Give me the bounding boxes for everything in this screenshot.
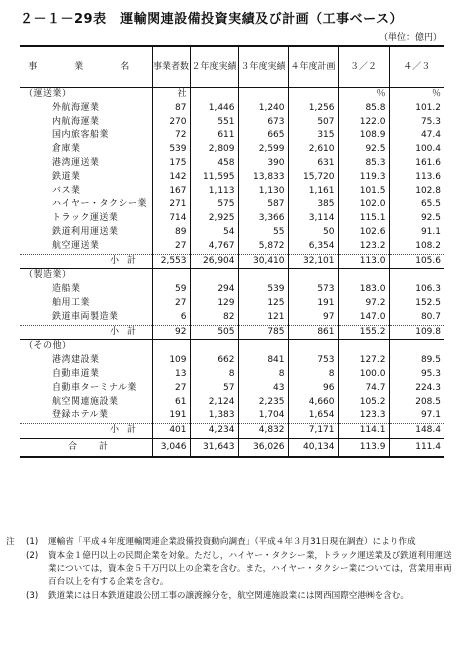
unit-fy2-actual (190, 88, 238, 102)
row-label: 鉄道業 (52, 171, 81, 182)
cell-ratio-3-2: 113.0 (338, 254, 389, 269)
cell-company-count: 92 (152, 325, 190, 340)
table-row (20, 226, 444, 240)
cell-ratio-4-3: 152.5 (389, 297, 444, 311)
cell-ratio-3-2: 85.3 (338, 157, 389, 171)
cell-fy4-plan: 1,161 (288, 185, 338, 199)
cell-fy3-actual: 30,410 (238, 254, 288, 269)
cell-fy4-plan: 631 (288, 157, 338, 171)
cell-fy4-plan: 1,654 (288, 409, 338, 423)
cell-company-count: 27 (152, 240, 190, 254)
cell-fy2-actual: 26,904 (190, 254, 238, 269)
cell-company-count: 539 (152, 143, 190, 157)
row-label: 航空関連施設業 (52, 396, 119, 407)
unit-fy4-plan (288, 340, 338, 354)
cell-ratio-3-2: 105.2 (338, 396, 389, 410)
cell-fy3-actual: 4,832 (238, 424, 288, 439)
cell-fy4-plan: 32,101 (288, 254, 338, 269)
cell-fy3-actual: 1,704 (238, 409, 288, 423)
cell-company-count: 13 (152, 368, 190, 382)
header-fy2-actual: ２年度実績 (190, 46, 238, 88)
cell-ratio-3-2: 101.5 (338, 185, 389, 199)
cell-ratio-4-3: 224.3 (389, 382, 444, 396)
row-label: 自動車ターミナル業 (52, 382, 138, 393)
cell-ratio-4-3: 75.3 (389, 116, 444, 130)
cell-company-count: 109 (152, 354, 190, 368)
unit-ratio-3-2 (338, 269, 389, 283)
cell-fy2-actual: 54 (190, 226, 238, 240)
cell-fy3-actual: 1,240 (238, 102, 288, 116)
cell-fy2-actual: 2,124 (190, 396, 238, 410)
notes (6, 536, 454, 604)
cell-company-count: 401 (152, 424, 190, 439)
unit-fy2-actual (190, 269, 238, 283)
row-label: バス業 (52, 185, 81, 196)
table-row (20, 297, 444, 311)
cell-fy4-plan: 50 (288, 226, 338, 240)
cell-fy3-actual: 36,026 (238, 438, 288, 457)
cell-company-count: 27 (152, 297, 190, 311)
row-label: 内航海運業 (52, 116, 100, 127)
cell-ratio-4-3: 161.6 (389, 157, 444, 171)
cell-fy4-plan: 8 (288, 368, 338, 382)
cell-fy2-actual: 4,234 (190, 424, 238, 439)
cell-ratio-4-3: 109.8 (389, 325, 444, 340)
unit-ratio-4-3 (389, 340, 444, 354)
unit-company-count: 社 (152, 88, 190, 102)
cell-ratio-3-2: 147.0 (338, 311, 389, 325)
cell-fy3-actual: 121 (238, 311, 288, 325)
cell-fy4-plan: 573 (288, 283, 338, 297)
section-label: （製造業） (20, 269, 152, 283)
cell-ratio-4-3: 148.4 (389, 424, 444, 439)
cell-ratio-3-2: 92.5 (338, 143, 389, 157)
cell-fy3-actual: 665 (238, 129, 288, 143)
cell-ratio-4-3: 47.4 (389, 129, 444, 143)
table-row (20, 198, 444, 212)
cell-company-count: 167 (152, 185, 190, 199)
cell-fy4-plan: 1,256 (288, 102, 338, 116)
cell-ratio-3-2: 119.3 (338, 171, 389, 185)
header-company-count: 事業者数 (152, 46, 190, 88)
cell-fy3-actual: 13,833 (238, 171, 288, 185)
table-row (20, 382, 444, 396)
cell-company-count: 191 (152, 409, 190, 423)
table-row (20, 129, 444, 143)
table-row (20, 185, 444, 199)
cell-company-count: 2,553 (152, 254, 190, 269)
cell-fy2-actual: 294 (190, 283, 238, 297)
cell-fy4-plan: 7,171 (288, 424, 338, 439)
cell-company-count: 61 (152, 396, 190, 410)
cell-ratio-4-3: 91.1 (389, 226, 444, 240)
note-item: (2) 資本金１億円以上の民間企業を対象。ただし，ハイヤー・タクシー業，トラック運送業及び鉄道利用運送業については，資本金５千万円以上の企業を含む。また，ハイヤー・タクシー業については，営業用車両百台以上を有する企業を含む。 (26, 551, 452, 587)
cell-fy3-actual: 785 (238, 325, 288, 340)
cell-ratio-4-3: 65.5 (389, 198, 444, 212)
note-item: 注 (1) 運輸省「平成４年度運輸関連企業設備投資動向調査」（平成４年３月31日現在調査）により作成 (6, 537, 416, 547)
cell-company-count: 270 (152, 116, 190, 130)
row-label: 鉄道車両製造業 (52, 311, 119, 322)
cell-fy4-plan: 861 (288, 325, 338, 340)
cell-ratio-4-3: 97.1 (389, 409, 444, 423)
cell-fy3-actual: 587 (238, 198, 288, 212)
cell-ratio-3-2: 155.2 (338, 325, 389, 340)
page-title: ２－１－29表 運輸関連設備投資実績及び計画（工事ベース） (20, 12, 403, 27)
cell-fy4-plan: 96 (288, 382, 338, 396)
cell-ratio-4-3: 108.2 (389, 240, 444, 254)
row-label: 倉庫業 (52, 144, 81, 155)
cell-fy4-plan: 40,134 (288, 438, 338, 457)
cell-fy2-actual: 1,446 (190, 102, 238, 116)
table-row (20, 240, 444, 254)
cell-ratio-4-3: 105.6 (389, 254, 444, 269)
cell-fy2-actual: 1,113 (190, 185, 238, 199)
row-label: 自動車道業 (52, 368, 100, 379)
cell-ratio-4-3: 208.5 (389, 396, 444, 410)
unit-ratio-4-3 (389, 269, 444, 283)
cell-company-count: 59 (152, 283, 190, 297)
unit-fy4-plan (288, 269, 338, 283)
unit-fy4-plan (288, 88, 338, 102)
cell-ratio-3-2: 113.9 (338, 438, 389, 457)
cell-fy2-actual: 129 (190, 297, 238, 311)
cell-ratio-4-3: 95.3 (389, 368, 444, 382)
unit-fy3-actual (238, 88, 288, 102)
unit-fy2-actual (190, 340, 238, 354)
subtotal-row (20, 424, 444, 439)
cell-fy3-actual: 1,130 (238, 185, 288, 199)
cell-ratio-3-2: 85.8 (338, 102, 389, 116)
unit-fy3-actual (238, 340, 288, 354)
table-row (20, 212, 444, 226)
cell-ratio-3-2: 102.0 (338, 198, 389, 212)
row-label: 造船業 (52, 284, 81, 295)
section-label: （その他） (20, 340, 152, 354)
table-header-row (20, 46, 444, 88)
cell-company-count: 27 (152, 382, 190, 396)
row-label: 鉄道利用運送業 (52, 226, 119, 237)
cell-ratio-3-2: 115.1 (338, 212, 389, 226)
unit-ratio-4-3: ％ (389, 88, 444, 102)
cell-fy4-plan: 753 (288, 354, 338, 368)
cell-ratio-3-2: 183.0 (338, 283, 389, 297)
table-row (20, 368, 444, 382)
subtotal-row (20, 254, 444, 269)
unit-label: （単位：億円） (378, 33, 442, 43)
cell-fy3-actual: 125 (238, 297, 288, 311)
row-label: 登録ホテル業 (52, 410, 109, 421)
cell-fy3-actual: 2,235 (238, 396, 288, 410)
cell-fy2-actual: 11,595 (190, 171, 238, 185)
section-header-row (20, 269, 444, 283)
cell-company-count: 6 (152, 311, 190, 325)
header-fy3-actual: ３年度実績 (238, 46, 288, 88)
cell-fy3-actual: 841 (238, 354, 288, 368)
cell-fy2-actual: 551 (190, 116, 238, 130)
row-label: 航空運送業 (52, 240, 100, 251)
cell-company-count: 72 (152, 129, 190, 143)
cell-company-count: 3,046 (152, 438, 190, 457)
cell-fy2-actual: 82 (190, 311, 238, 325)
cell-ratio-3-2: 100.0 (338, 368, 389, 382)
cell-ratio-3-2: 97.2 (338, 297, 389, 311)
cell-ratio-4-3: 92.5 (389, 212, 444, 226)
cell-fy2-actual: 505 (190, 325, 238, 340)
cell-fy2-actual: 458 (190, 157, 238, 171)
cell-fy2-actual: 662 (190, 354, 238, 368)
table-row (20, 171, 444, 185)
cell-fy4-plan: 97 (288, 311, 338, 325)
cell-ratio-3-2: 122.0 (338, 116, 389, 130)
cell-fy3-actual: 673 (238, 116, 288, 130)
cell-fy4-plan: 3,114 (288, 212, 338, 226)
row-label: 港湾運送業 (52, 157, 100, 168)
row-label: 小計 (20, 424, 152, 439)
cell-fy2-actual: 8 (190, 368, 238, 382)
cell-ratio-3-2: 102.6 (338, 226, 389, 240)
table-row (20, 102, 444, 116)
cell-fy2-actual: 4,767 (190, 240, 238, 254)
cell-fy3-actual: 2,599 (238, 143, 288, 157)
unit-ratio-3-2: ％ (338, 88, 389, 102)
table-row (20, 283, 444, 297)
row-label: 国内旅客船業 (52, 130, 110, 141)
header-ratio-3-2: ３／２ (338, 46, 389, 88)
table-row (20, 157, 444, 171)
cell-ratio-4-3: 100.4 (389, 143, 444, 157)
cell-fy3-actual: 539 (238, 283, 288, 297)
cell-fy3-actual: 390 (238, 157, 288, 171)
cell-ratio-3-2: 114.1 (338, 424, 389, 439)
cell-fy2-actual: 31,643 (190, 438, 238, 457)
investment-table (20, 45, 444, 458)
cell-fy2-actual: 611 (190, 129, 238, 143)
cell-fy4-plan: 2,610 (288, 143, 338, 157)
unit-ratio-3-2 (338, 340, 389, 354)
section-label: （運送業） (20, 88, 152, 102)
table-row (20, 311, 444, 325)
row-label: 合計 (20, 438, 152, 457)
cell-ratio-4-3: 89.5 (389, 354, 444, 368)
table-row (20, 354, 444, 368)
header-ratio-4-3: ４／３ (389, 46, 444, 88)
cell-ratio-4-3: 113.6 (389, 171, 444, 185)
total-row (20, 438, 444, 457)
cell-ratio-3-2: 108.9 (338, 129, 389, 143)
cell-company-count: 87 (152, 102, 190, 116)
cell-ratio-4-3: 106.3 (389, 283, 444, 297)
cell-fy3-actual: 5,872 (238, 240, 288, 254)
table-row (20, 409, 444, 423)
table-row (20, 396, 444, 410)
row-label: 港湾建設業 (52, 355, 100, 366)
cell-fy4-plan: 15,720 (288, 171, 338, 185)
cell-company-count: 89 (152, 226, 190, 240)
cell-fy2-actual: 2,925 (190, 212, 238, 226)
note-item: (3) 鉄道業には日本鉄道建設公団工事の譲渡線分を，航空関連施設業には関西国際空港㈱を含む。 (26, 591, 409, 601)
row-label: 小計 (20, 325, 152, 340)
cell-company-count: 175 (152, 157, 190, 171)
table-row (20, 116, 444, 130)
row-label: 舶用工業 (52, 297, 91, 308)
cell-company-count: 714 (152, 212, 190, 226)
cell-fy4-plan: 191 (288, 297, 338, 311)
cell-fy4-plan: 4,660 (288, 396, 338, 410)
cell-fy3-actual: 43 (238, 382, 288, 396)
cell-ratio-4-3: 102.8 (389, 185, 444, 199)
cell-fy4-plan: 6,354 (288, 240, 338, 254)
cell-ratio-3-2: 123.3 (338, 409, 389, 423)
unit-fy3-actual (238, 269, 288, 283)
header-fy4-plan: ４年度計画 (288, 46, 338, 88)
unit-company-count (152, 340, 190, 354)
row-label: 小計 (20, 254, 152, 269)
cell-company-count: 271 (152, 198, 190, 212)
row-label: 外航海運業 (52, 102, 100, 113)
subtotal-row (20, 325, 444, 340)
notes-label: 注 (6, 537, 15, 547)
cell-fy4-plan: 315 (288, 129, 338, 143)
cell-fy2-actual: 2,809 (190, 143, 238, 157)
row-label: ハイヤー・タクシー業 (52, 199, 148, 210)
section-header-row (20, 88, 444, 102)
cell-ratio-3-2: 74.7 (338, 382, 389, 396)
section-header-row (20, 340, 444, 354)
cell-fy2-actual: 1,383 (190, 409, 238, 423)
table-row (20, 143, 444, 157)
unit-company-count (152, 269, 190, 283)
cell-fy3-actual: 55 (238, 226, 288, 240)
header-business-name: 事 業 名 (20, 46, 152, 88)
cell-fy3-actual: 8 (238, 368, 288, 382)
cell-ratio-3-2: 123.2 (338, 240, 389, 254)
cell-fy4-plan: 385 (288, 198, 338, 212)
cell-ratio-4-3: 101.2 (389, 102, 444, 116)
cell-ratio-4-3: 111.4 (389, 438, 444, 457)
cell-fy2-actual: 57 (190, 382, 238, 396)
row-label: トラック運送業 (52, 213, 119, 224)
cell-fy4-plan: 507 (288, 116, 338, 130)
cell-company-count: 142 (152, 171, 190, 185)
cell-ratio-3-2: 127.2 (338, 354, 389, 368)
cell-fy3-actual: 3,366 (238, 212, 288, 226)
cell-ratio-4-3: 80.7 (389, 311, 444, 325)
cell-fy2-actual: 575 (190, 198, 238, 212)
